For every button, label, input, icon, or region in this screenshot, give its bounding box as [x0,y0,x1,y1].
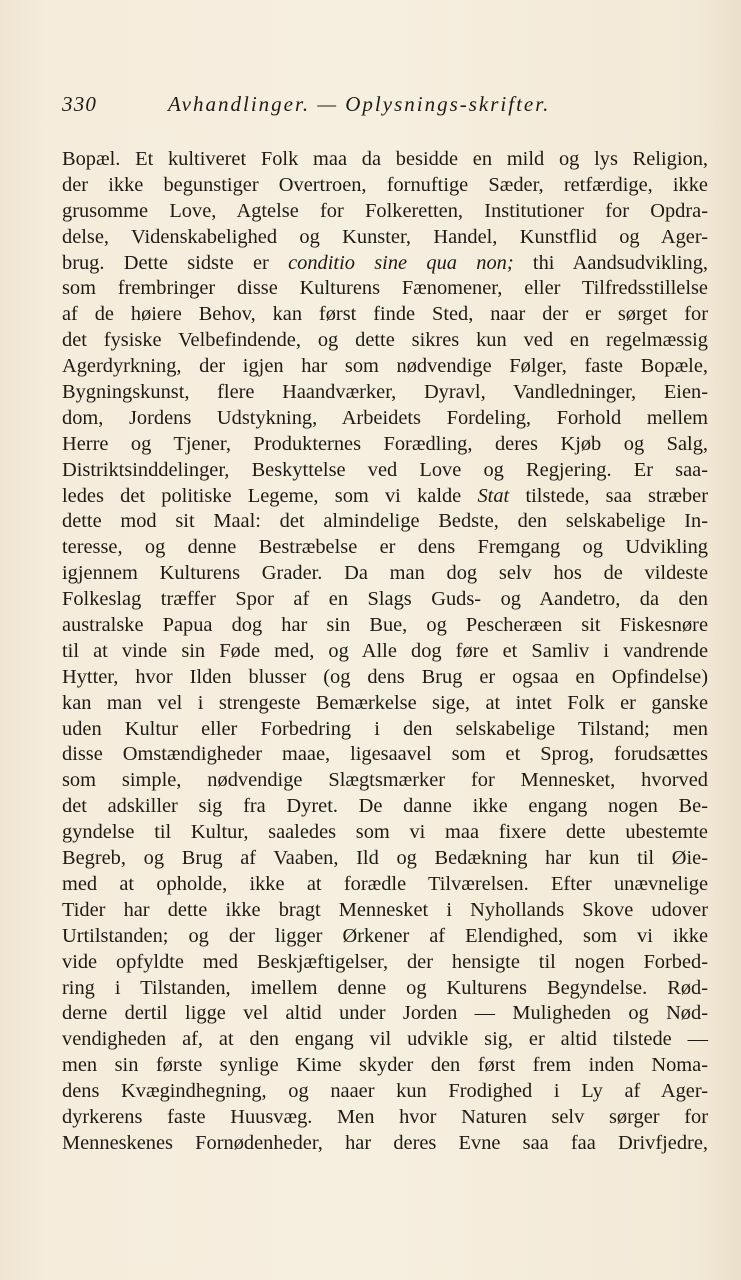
text-line: grusomme Love, Agtelse for Folkeretten, Institutioner for Opdra- [62,199,708,222]
text-line: Folkeslag træffer Spor af en Slags Guds- og Aandetro, da den [62,588,708,611]
text-line: med at opholde, ikke at forædle Tilværelsen. Efter unævnelige [62,872,708,895]
text-line: Tider har dette ikke bragt Mennesket i Nyhollands Skove udover [62,898,708,921]
text-line: Bygningskunst, flere Haandværker, Dyravl, Vandledninger, Eien- [62,381,708,404]
text-line: gyndelse til Kultur, saaledes som vi maa fixere dette ubestemte [62,821,708,844]
text-line: dens Kvægindhegning, og naaer kun Frodighed i Ly af Ager- [62,1080,708,1103]
running-title: Avhandlinger. — Oplysnings-skrifter. [168,92,551,116]
text-line: Bopæl. Et kultiveret Folk maa da besidde en mild og lys Religion, [62,148,708,170]
text-line: Agerdyrkning, der igjen har som nødvendige Følger, faste Bopæle, [62,355,708,378]
italic-word: Stat [477,484,510,507]
text-span: ledes det politiske Legeme, som vi kalde [62,484,478,507]
italic-phrase: conditio sine qua non; [288,251,514,274]
text-line: det adskiller sig fra Dyret. De danne ikke engang nogen Be- [62,795,708,818]
text-line: dette mod sit Maal: det almindelige Bedste, den selskabelige In- [62,510,708,533]
text-line: til at vinde sin Føde med, og Alle dog føre et Samliv i vandrende [62,639,708,662]
text-line [62,251,708,277]
text-line: som frembringer disse Kulturens Fænomener, eller Tilfredsstillelse [62,277,708,300]
text-line: derne dertil ligge vel altid under Jorden — Muligheden og Nød- [62,1002,708,1025]
text-line: uden Kultur eller Forbedring i den selskabelige Tilstand; men [62,717,708,740]
text-line: men sin første synlige Kime skyder den først frem inden Noma- [62,1054,708,1077]
text-line: vendigheden af, at den engang vil udvikle sig, er altid tilstede — [62,1028,708,1051]
text-line: der ikke begunstiger Overtroen, fornuftige Sæder, retfærdige, ikke [62,173,708,196]
text-line: af de høiere Behov, kan først finde Sted, naar der er sørget for [62,303,708,326]
text-line: ring i Tilstanden, imellem denne og Kulturens Begyndelse. Rød- [62,976,708,999]
text-span: thi Aandsudvikling, [513,251,708,274]
text-line: kan man vel i strengeste Bemærkelse sige, at intet Folk er ganske [62,691,708,714]
text-line: igjennem Kulturens Grader. Da man dog selv hos de vildeste [62,562,708,585]
text-line: det fysiske Velbefindende, og dette sikres kun ved en regelmæssig [62,329,708,352]
text-line: disse Omstændigheder maae, ligesaavel som et Sprog, forudsættes [62,743,708,766]
page-number: 330 [62,92,98,116]
text-line: dom, Jordens Udstykning, Arbeidets Fordeling, Forhold mellem [62,406,708,429]
text-line: teresse, og denne Bestræbelse er dens Fremgang og Udvikling [62,536,708,559]
text-line [62,484,708,510]
text-line: vide opfyldte med Beskjæftigelser, der hensigte til nogen Forbed- [62,950,708,973]
text-line: Herre og Tjener, Produkternes Forædling, deres Kjøb og Salg, [62,432,708,455]
text-line: Begreb, og Brug af Vaaben, Ild og Bedækning har kun til Øie- [62,847,708,870]
text-line: Distriktsinddelinger, Beskyttelse ved Love og Regjering. Er saa- [62,458,708,481]
text-line: som simple, nødvendige Slægtsmærker for Mennesket, hvorved [62,769,708,792]
text-line: Hytter, hvor Ilden blusser (og dens Brug er ogsaa en Opfindelse) [62,665,708,688]
text-line: Urtilstanden; og der ligger Ørkener af Elendighed, som vi ikke [62,924,708,947]
text-span: tilstede, saa stræber [509,484,708,507]
text-line: delse, Videnskabelighed og Kunster, Handel, Kunstflid og Ager- [62,225,708,248]
body-text [62,147,708,1157]
text-span: brug. Dette sidste er [62,251,289,274]
page-header [62,92,708,122]
text-line: Menneskenes Fornødenheder, har deres Evne saa faa Drivfjedre, [62,1131,708,1154]
text-line: australske Papua dog har sin Bue, og Pescheræen sit Fiskesnøre [62,614,708,637]
text-line: dyrkerens faste Huusvæg. Men hvor Naturen selv sørger for [62,1105,708,1128]
